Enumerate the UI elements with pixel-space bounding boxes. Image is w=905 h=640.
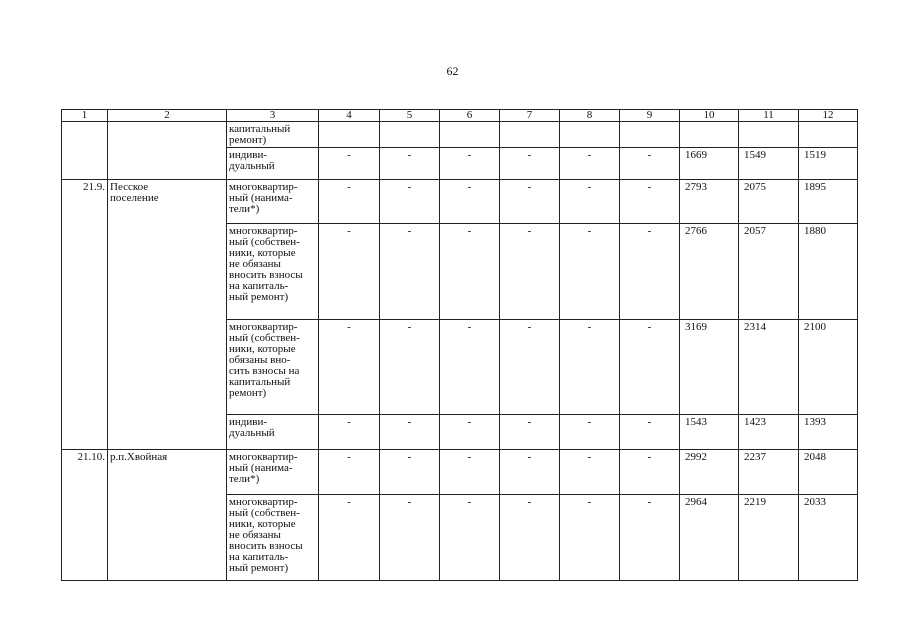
dash-cell: - [440,148,500,180]
page-number: 62 [446,64,459,78]
housing-type-cell: многоквартир- ный (собствен- ники, которые не обязаны вносить взносы на капиталь- ный ремонт) [227,224,319,320]
dash-cell: - [500,320,560,415]
dash-cell: - [500,148,560,180]
header-cell: 11 [739,110,799,122]
settlement-cell [108,122,227,180]
dash-cell: - [440,415,500,450]
housing-type-cell: многоквартир- ный (собствен- ники, которые обязаны вно- сить взносы на капитальный ремонт) [227,320,319,415]
dash-cell: - [560,415,620,450]
dash-cell: - [319,224,380,320]
dash-cell: - [380,148,440,180]
dash-cell: - [500,450,560,495]
dash-cell [440,122,500,148]
dash-cell: - [560,450,620,495]
header-cell: 7 [500,110,560,122]
value-cell: 1543 [680,415,739,450]
dash-cell: - [560,320,620,415]
value-cell: 1669 [680,148,739,180]
dash-cell: - [440,450,500,495]
dash-cell: - [560,495,620,581]
dash-cell: - [620,450,680,495]
housing-type-cell: индиви- дуальный [227,415,319,450]
header-cell: 1 [62,110,108,122]
dash-cell: - [620,495,680,581]
dash-cell: - [620,224,680,320]
dash-cell: - [440,495,500,581]
header-row [62,110,858,122]
dash-cell: - [500,180,560,224]
value-cell: 2219 [739,495,799,581]
header-cell: 3 [227,110,319,122]
header-cell: 9 [620,110,680,122]
dash-cell: - [380,450,440,495]
row-number-cell: 21.10. [62,450,108,581]
value-cell: 2048 [799,450,858,495]
value-cell: 1880 [799,224,858,320]
housing-type-cell: многоквартир- ный (собствен- ники, которые не обязаны вносить взносы на капиталь- ный ремонт) [227,495,319,581]
dash-cell: - [440,180,500,224]
dash-cell: - [319,148,380,180]
dash-cell: - [380,320,440,415]
value-cell: 2237 [739,450,799,495]
table-row [62,450,858,495]
dash-cell [500,122,560,148]
dash-cell: - [620,148,680,180]
value-cell: 2766 [680,224,739,320]
table-row [62,180,858,224]
value-cell: 2057 [739,224,799,320]
value-cell: 2033 [799,495,858,581]
header-cell: 12 [799,110,858,122]
header-cell: 6 [440,110,500,122]
dash-cell: - [620,320,680,415]
settlement-cell: р.п.Хвойная [108,450,227,581]
settlement-cell: Песское поселение [108,180,227,450]
value-cell: 2964 [680,495,739,581]
row-number-cell: 21.9. [62,180,108,450]
value-cell: 3169 [680,320,739,415]
dash-cell: - [319,415,380,450]
dash-cell: - [500,415,560,450]
dash-cell [319,122,380,148]
header-cell: 2 [108,110,227,122]
housing-type-cell: индиви- дуальный [227,148,319,180]
dash-cell: - [500,224,560,320]
value-cell [680,122,739,148]
header-cell: 10 [680,110,739,122]
value-cell: 1895 [799,180,858,224]
dash-cell: - [380,180,440,224]
value-cell: 2100 [799,320,858,415]
value-cell: 2075 [739,180,799,224]
value-cell: 2314 [739,320,799,415]
table-row [62,122,858,148]
value-cell: 1519 [799,148,858,180]
value-cell [799,122,858,148]
row-number-cell [62,122,108,180]
dash-cell: - [620,415,680,450]
dash-cell: - [500,495,560,581]
dash-cell: - [560,224,620,320]
dash-cell: - [319,450,380,495]
dash-cell: - [380,495,440,581]
housing-type-cell: многоквартир- ный (нанима- тели*) [227,180,319,224]
dash-cell: - [380,224,440,320]
tariff-table [61,109,858,581]
dash-cell [560,122,620,148]
dash-cell [380,122,440,148]
dash-cell: - [440,224,500,320]
dash-cell: - [380,415,440,450]
dash-cell: - [319,320,380,415]
dash-cell: - [620,180,680,224]
dash-cell: - [440,320,500,415]
value-cell: 1549 [739,148,799,180]
housing-type-cell: многоквартир- ный (нанима- тели*) [227,450,319,495]
value-cell: 1423 [739,415,799,450]
value-cell: 2992 [680,450,739,495]
dash-cell: - [319,495,380,581]
dash-cell: - [319,180,380,224]
dash-cell: - [560,148,620,180]
header-cell: 8 [560,110,620,122]
dash-cell [620,122,680,148]
value-cell: 2793 [680,180,739,224]
value-cell [739,122,799,148]
header-cell: 5 [380,110,440,122]
housing-type-cell: капитальный ремонт) [227,122,319,148]
dash-cell: - [560,180,620,224]
header-cell: 4 [319,110,380,122]
value-cell: 1393 [799,415,858,450]
